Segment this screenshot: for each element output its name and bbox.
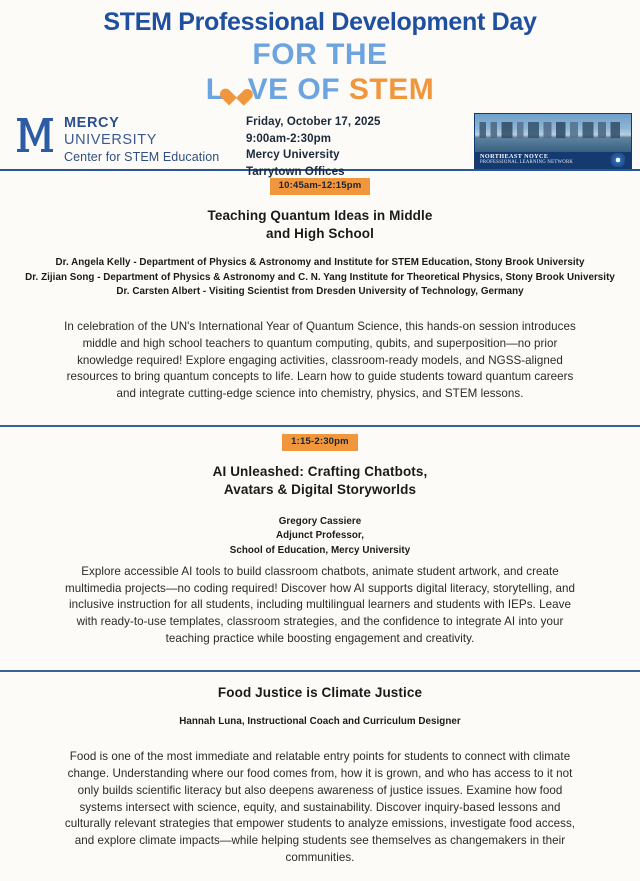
- session-2-title-line1: AI Unleashed: Crafting Chatbots,: [212, 463, 428, 479]
- session-1-description: In celebration of the UN's International Year of Quantum Science, this hands-on session introduces middle and high school teachers to quantum computing, qubits, and superposition—no prior knowledge required! Explore engaging activities, classroom-ready models, and NGSS-aligned resources to bring quantum concepts to life. Learn how to guide students toward quantum careers and integrate cutting-edge science into chemistry, physics, and STEM lessons.: [64, 319, 576, 401]
- session-2-title-line2: Avatars & Digital Storyworlds: [223, 482, 417, 498]
- divider-session-3: [0, 670, 640, 672]
- noyce-title: NORTHEAST NOYCE: [480, 152, 549, 160]
- flyer-header: [0, 0, 640, 178]
- session-1-time-wrap: [24, 175, 616, 195]
- event-date: Friday, October 17, 2025: [246, 115, 381, 128]
- brand-line-university: UNIVERSITY: [64, 131, 158, 148]
- divider-session-2: [0, 425, 640, 427]
- session-3-description: Food is one of the most immediate and relatable entry points for students to connect with climate change. Understanding where our food comes from, how it is grown, and who has access to it not only builds scientific literacy but also deepens awareness of justice issues. Examine how food systems intersect with science, equity, and sustainability. Discover inquiry-based lessons and culturally relevant strategies that empower students to analyze emissions, investigate food access, and explore climate impacts—while helping students see themselves as changemakers in their communities.: [64, 750, 576, 865]
- presenter-line: Dr. Angela Kelly - Department of Physics & Astronomy and Institute for STEM Education, Stony Brook University: [55, 257, 585, 269]
- title-love-l: L: [205, 73, 225, 107]
- presenter-line: Adjunct Professor,: [275, 530, 364, 542]
- session-1-title-line1: Teaching Quantum Ideas in Middle: [207, 207, 433, 223]
- session-2-presenters: [24, 515, 616, 558]
- session-3-presenters: [24, 715, 616, 729]
- session-block-quantum: [0, 175, 640, 425]
- title-stem-orange: STEM: [348, 73, 435, 107]
- spacer: [24, 867, 616, 881]
- page-title: STEM Professional Development Day: [103, 8, 537, 36]
- session-3-title: [24, 684, 616, 702]
- presenter-line: Gregory Cassiere: [278, 516, 362, 528]
- event-time: 9:00am-2:30pm: [246, 132, 332, 145]
- presenter-line: School of Education, Mercy University: [229, 544, 411, 556]
- session-block-ai: [0, 431, 640, 670]
- mercy-m-logo-icon: [14, 113, 56, 157]
- presenter-line: Dr. Zijian Song - Department of Physics & Astronomy and C. N. Yang Institute for Theoretical Physics, Stony Brook University: [25, 271, 615, 283]
- presenter-line: Dr. Carsten Albert - Visiting Scientist from Dresden University of Technology, Germany: [116, 285, 524, 297]
- brand-line-mercy: MERCY: [64, 114, 120, 131]
- session-block-food-justice: [0, 684, 640, 881]
- noyce-caption-bar: [475, 152, 631, 168]
- presenter-line: Hannah Luna, Instructional Coach and Curriculum Designer: [179, 716, 461, 728]
- title-love-rest: VE OF: [247, 73, 349, 107]
- skyline-water: [475, 139, 631, 152]
- mercy-university-brand: [14, 113, 246, 166]
- spacer: [24, 648, 616, 670]
- spacer: [24, 403, 616, 425]
- brand-line-center: Center for STEM Education: [64, 150, 220, 165]
- session-2-title: [24, 463, 616, 499]
- noyce-caption-text: [480, 154, 573, 166]
- event-venue: Mercy University: [246, 149, 340, 162]
- session-2-description: Explore accessible AI tools to build classroom chatbots, animate student artwork, and create multimedia projects—no coding required! Discover how AI supports digital literacy, storytelling, and inclusive instruction for all students, including multilingual learners and students with IEPs. Leave with ready-to-use templates, classroom strategies, and the confidence to integrate AI into your teaching practice while boosting engagement and creativity.: [65, 564, 575, 646]
- title-for-the: FOR THE: [252, 37, 388, 71]
- noyce-subtitle: PROFESSIONAL LEARNING NETWORK: [480, 160, 574, 166]
- event-details: [246, 113, 461, 181]
- title-love-of-stem: [0, 73, 640, 107]
- noyce-seal-icon: [611, 153, 625, 167]
- session-1-title-line2: and High School: [266, 226, 374, 242]
- session-3-title-line1: Food Justice is Climate Justice: [217, 684, 423, 700]
- event-location: Tarrytown Offices: [246, 165, 345, 178]
- status-badge-time-1: 10:45am-12:15pm: [270, 178, 371, 195]
- status-badge-time-2: 1:15-2:30pm: [282, 434, 358, 451]
- header-info-row: [0, 107, 640, 178]
- northeast-noyce-logo: [474, 113, 632, 169]
- session-1-presenters: [24, 256, 616, 299]
- session-1-title: [24, 207, 616, 243]
- heart-icon: [226, 82, 247, 101]
- mercy-brand-text: [64, 113, 219, 166]
- session-2-time-wrap: [24, 431, 616, 451]
